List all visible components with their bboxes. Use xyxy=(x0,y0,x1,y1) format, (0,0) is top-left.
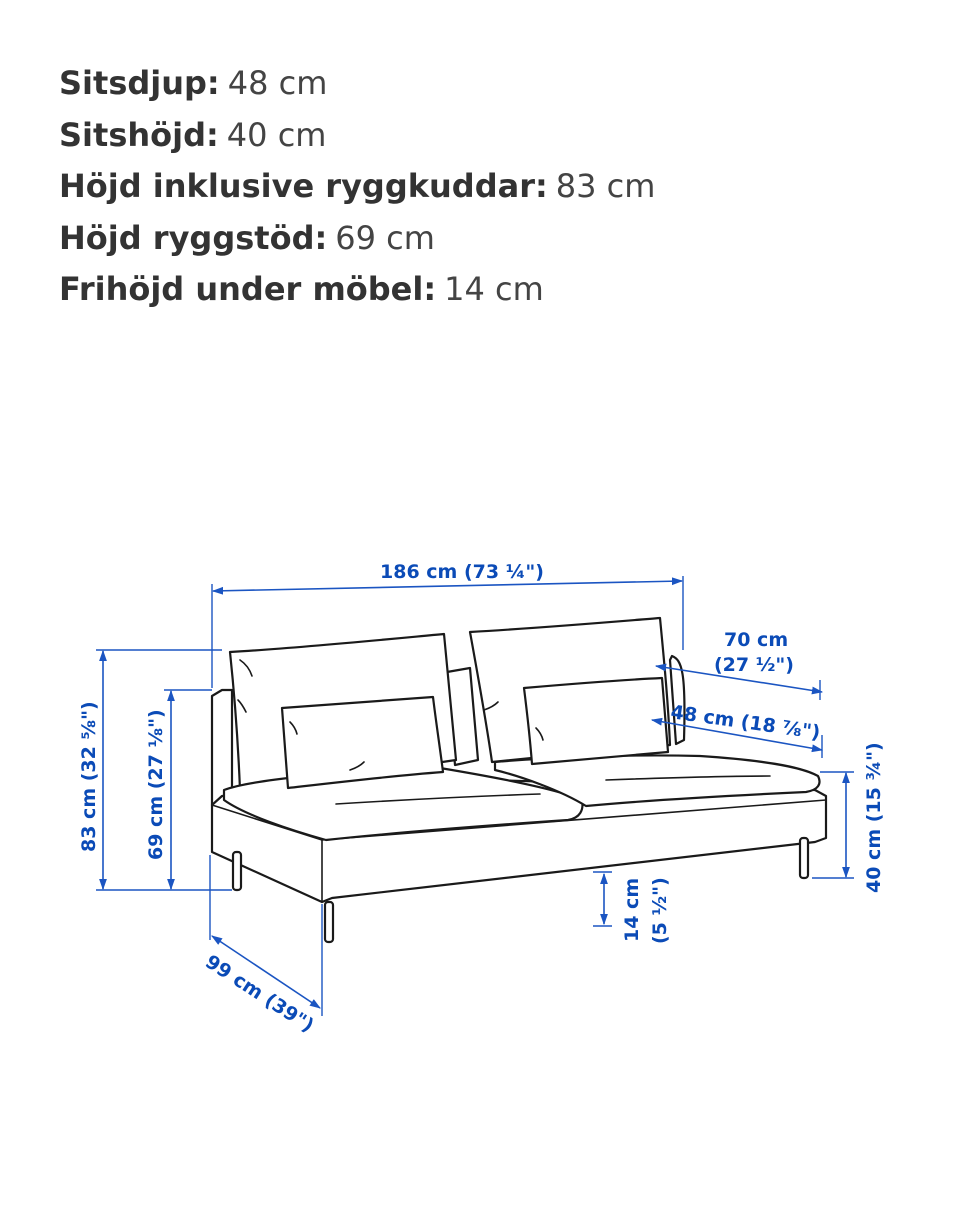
sofa-leg xyxy=(800,838,808,878)
clearance-inch-label: (5 ½") xyxy=(649,877,671,944)
depth-top-inch-label: (27 ½") xyxy=(714,654,794,676)
spec-height-with-cushions xyxy=(59,161,655,213)
spec-label: Höjd ryggstöd: xyxy=(59,218,328,257)
spec-label: Sitsdjup: xyxy=(59,64,220,102)
depth-label: 99 cm (39") xyxy=(201,950,318,1037)
width-label: 186 cm (73 ¼") xyxy=(380,561,544,583)
spec-label: Frihöjd under möbel: xyxy=(59,270,437,308)
depth-top-label: 70 cm xyxy=(724,629,789,651)
lumbar-cushion-left xyxy=(282,697,443,788)
spec-label: Höjd inklusive ryggkuddar: xyxy=(59,167,548,205)
height-total-label: 83 cm (32 ⅝") xyxy=(78,701,100,852)
sofa-dimension-diagram xyxy=(0,540,960,1060)
spec-value: 40 cm xyxy=(226,115,327,154)
clearance-label: 14 cm xyxy=(621,877,643,942)
spec-seat-height xyxy=(59,110,655,162)
seat-depth-label: 48 cm (18 ⅞") xyxy=(669,701,822,744)
spec-value: 48 cm xyxy=(227,64,328,102)
sofa-leg xyxy=(233,852,241,890)
spec-value: 14 cm xyxy=(444,270,544,308)
spec-value: 83 cm xyxy=(555,167,656,205)
spec-list xyxy=(59,58,655,316)
spec-clearance xyxy=(59,264,655,316)
spec-value: 69 cm xyxy=(335,218,435,257)
spec-backrest-height xyxy=(59,213,655,265)
lumbar-cushion-right xyxy=(524,678,668,764)
spec-label: Sitshöjd: xyxy=(59,115,219,154)
spec-seat-depth xyxy=(59,58,655,110)
seat-height-label: 40 cm (15 ¾") xyxy=(863,742,885,893)
height-back-label: 69 cm (27 ⅛") xyxy=(145,709,167,860)
sofa-leg xyxy=(325,902,333,942)
